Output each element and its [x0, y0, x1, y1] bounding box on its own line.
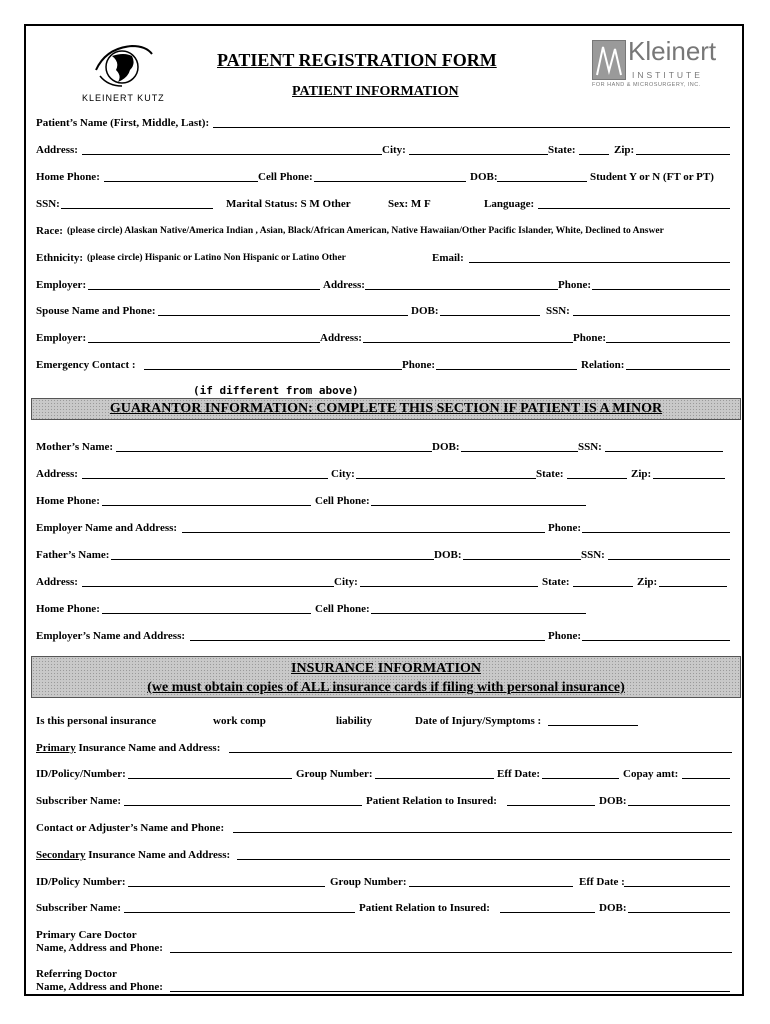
field-mother-name[interactable] — [116, 451, 432, 452]
label-g-state: State: — [536, 468, 564, 480]
field-g-address[interactable] — [82, 478, 328, 479]
field-relation-insured[interactable] — [507, 805, 595, 806]
field-language[interactable] — [538, 208, 730, 209]
label-g-employer: Employer Name and Address: — [36, 522, 178, 534]
label-subscriber-2: Subscriber Name: — [36, 902, 122, 914]
insurance-banner — [31, 656, 741, 698]
right-logo-institute: INSTITUTE — [632, 70, 703, 80]
label-city: City: — [382, 144, 406, 156]
field-adjuster[interactable] — [233, 832, 732, 833]
page-title: PATIENT REGISTRATION FORM — [217, 50, 497, 70]
field-g-state[interactable] — [567, 478, 627, 479]
label-father-dob: DOB: — [434, 549, 462, 561]
field-g-zip[interactable] — [653, 478, 725, 479]
label-eff-date: Eff Date: — [497, 768, 541, 780]
label-ins-dob: DOB: — [599, 795, 627, 807]
field-mother-ssn[interactable] — [605, 451, 723, 452]
field-id-policy-2[interactable] — [128, 886, 325, 887]
label-pcp-details: Name, Address and Phone: — [36, 942, 163, 954]
label-personal-insurance[interactable]: Is this personal insurance — [36, 715, 157, 727]
label-g-city: City: — [331, 468, 355, 480]
label-sex: Sex: M F — [388, 198, 431, 210]
label-g-employer-2: Employer’s Name and Address: — [36, 630, 186, 642]
label-spouse-dob: DOB: — [411, 305, 439, 317]
secondary-rest: Insurance Name and Address: — [88, 849, 231, 861]
option-liability[interactable]: liability — [336, 715, 373, 727]
label-copay: Copay amt: — [623, 768, 679, 780]
field-g-state-2[interactable] — [573, 586, 633, 587]
field-home-phone[interactable] — [104, 181, 258, 182]
field-spouse-dob[interactable] — [440, 315, 540, 316]
label-home-phone: Home Phone: — [36, 171, 100, 183]
kleinert-kutz-logo-icon — [92, 40, 156, 90]
field-pcp[interactable] — [170, 952, 732, 953]
field-group-number[interactable] — [375, 778, 494, 779]
label-referring-title: Referring Doctor — [36, 968, 117, 980]
label-relation-insured-2: Patient Relation to Insured: — [359, 902, 490, 914]
label-relation-insured: Patient Relation to Insured: — [366, 795, 497, 807]
field-ins-dob[interactable] — [628, 805, 730, 806]
label-group-number: Group Number: — [296, 768, 373, 780]
field-patient-name[interactable] — [213, 127, 730, 128]
field-father-dob[interactable] — [463, 559, 581, 560]
label-dob: DOB: — [470, 171, 498, 183]
label-pcp-title: Primary Care Doctor — [36, 929, 137, 941]
field-employer-2[interactable] — [88, 342, 320, 343]
label-id-policy-2: ID/Policy Number: — [36, 876, 126, 888]
label-ssn: SSN: — [36, 198, 60, 210]
field-g-home-phone[interactable] — [102, 505, 311, 506]
field-eff-date[interactable] — [542, 778, 619, 779]
field-father-name[interactable] — [111, 559, 434, 560]
label-marital-status: Marital Status: S M Other — [226, 198, 351, 210]
label-employer-2: Employer: — [36, 332, 87, 344]
label-g-employer-2-phone: Phone: — [548, 630, 581, 642]
field-g-cell-phone[interactable] — [371, 505, 586, 506]
field-eff-date-2[interactable] — [624, 886, 730, 887]
label-student: Student Y or N (FT or PT) — [590, 171, 714, 183]
field-g-employer[interactable] — [182, 532, 545, 533]
field-referring[interactable] — [170, 991, 730, 992]
label-mother-dob: DOB: — [432, 441, 460, 453]
primary-word: Primary — [36, 742, 76, 754]
label-emergency-phone: Phone: — [402, 359, 435, 371]
label-race: Race: — [36, 225, 63, 237]
field-email[interactable] — [469, 262, 730, 263]
right-logo-tagline: FOR HAND & MICROSURGERY, INC. — [592, 82, 701, 88]
label-g-city-2: City: — [334, 576, 358, 588]
field-copay[interactable] — [682, 778, 730, 779]
field-city[interactable] — [409, 154, 548, 155]
label-employer-2-phone: Phone: — [573, 332, 606, 344]
ethnicity-options[interactable]: (please circle) Hispanic or Latino Non Hispanic or Latino Other — [87, 253, 346, 263]
field-emergency-contact[interactable] — [144, 369, 402, 370]
label-father-name: Father’s Name: — [36, 549, 110, 561]
option-work-comp[interactable]: work comp — [213, 715, 266, 727]
field-relation-insured-2[interactable] — [500, 912, 595, 913]
label-father-ssn: SSN: — [581, 549, 605, 561]
label-g-zip: Zip: — [631, 468, 652, 480]
left-logo-text: KLEINERT KUTZ — [82, 93, 165, 103]
label-patient-name: Patient’s Name (First, Middle, Last): — [36, 117, 210, 129]
field-g-address-2[interactable] — [82, 586, 334, 587]
field-secondary-insurance[interactable] — [237, 859, 730, 860]
field-g-cell-phone-2[interactable] — [371, 613, 586, 614]
field-g-employer-2-phone[interactable] — [582, 640, 730, 641]
label-ins-dob-2: DOB: — [599, 902, 627, 914]
label-g-home-phone-2: Home Phone: — [36, 603, 100, 615]
label-spouse: Spouse Name and Phone: — [36, 305, 156, 317]
field-date-injury[interactable] — [548, 725, 638, 726]
field-g-home-phone-2[interactable] — [102, 613, 311, 614]
label-employer-address: Address: — [323, 279, 365, 291]
right-logo-name: Kleinert — [628, 36, 717, 66]
label-id-policy: ID/Policy/Number: — [36, 768, 126, 780]
label-g-address-2: Address: — [36, 576, 78, 588]
field-emergency-phone[interactable] — [436, 369, 577, 370]
secondary-word: Secondary — [36, 849, 86, 861]
label-employer-2-address: Address: — [320, 332, 362, 344]
field-subscriber[interactable] — [124, 805, 362, 806]
field-employer-phone[interactable] — [592, 289, 730, 290]
field-relation[interactable] — [626, 369, 730, 370]
label-state: State: — [548, 144, 576, 156]
label-subscriber: Subscriber Name: — [36, 795, 122, 807]
label-date-injury: Date of Injury/Symptoms : — [415, 715, 542, 727]
label-g-address: Address: — [36, 468, 78, 480]
label-secondary-insurance — [36, 849, 230, 861]
label-g-cell-phone-2: Cell Phone: — [315, 603, 370, 615]
label-g-state-2: State: — [542, 576, 570, 588]
field-primary-insurance[interactable] — [229, 752, 732, 753]
field-spouse[interactable] — [158, 315, 408, 316]
label-g-home-phone: Home Phone: — [36, 495, 100, 507]
label-spouse-ssn: SSN: — [546, 305, 570, 317]
note-if-different: (if different from above) — [193, 384, 359, 397]
label-zip: Zip: — [614, 144, 635, 156]
label-mother-ssn: SSN: — [578, 441, 602, 453]
primary-rest: Insurance Name and Address: — [78, 742, 221, 754]
label-employer: Employer: — [36, 279, 87, 291]
label-emergency-contact: Emergency Contact : — [36, 359, 136, 371]
field-employer-2-phone[interactable] — [606, 342, 730, 343]
section-title-patient: PATIENT INFORMATION — [292, 84, 459, 99]
field-g-zip-2[interactable] — [659, 586, 727, 587]
insurance-banner-note: (we must obtain copies of ALL insurance cards if filing with personal insurance) — [147, 680, 625, 695]
field-g-city-2[interactable] — [360, 586, 538, 587]
field-group-number-2[interactable] — [409, 886, 573, 887]
field-father-ssn[interactable] — [608, 559, 730, 560]
label-adjuster: Contact or Adjuster’s Name and Phone: — [36, 822, 225, 834]
label-ethnicity: Ethnicity: — [36, 252, 84, 264]
field-zip[interactable] — [636, 154, 730, 155]
field-ins-dob-2[interactable] — [628, 912, 730, 913]
field-state[interactable] — [579, 154, 609, 155]
race-options[interactable]: (please circle) Alaskan Native/America Indian , Asian, Black/African American, Native Hawaiian/Other Pacific Islander, White, Declined to Answer — [67, 226, 664, 236]
field-g-employer-phone[interactable] — [582, 532, 730, 533]
label-eff-date-2: Eff Date : — [579, 876, 625, 888]
label-address: Address: — [36, 144, 78, 156]
field-id-policy[interactable] — [128, 778, 292, 779]
insurance-banner-title: INSURANCE INFORMATION — [291, 661, 481, 676]
field-employer-2-address[interactable] — [363, 342, 573, 343]
field-subscriber-2[interactable] — [124, 912, 355, 913]
guarantor-banner — [31, 398, 741, 420]
label-primary-insurance — [36, 742, 220, 754]
field-address[interactable] — [82, 154, 382, 155]
label-email: Email: — [432, 252, 464, 264]
label-g-employer-phone: Phone: — [548, 522, 581, 534]
field-spouse-ssn[interactable] — [573, 315, 730, 316]
label-g-zip-2: Zip: — [637, 576, 658, 588]
kleinert-institute-logo-icon — [592, 40, 626, 80]
label-group-number-2: Group Number: — [330, 876, 407, 888]
label-g-cell-phone: Cell Phone: — [315, 495, 370, 507]
guarantor-banner-text: GUARANTOR INFORMATION: COMPLETE THIS SECTION IF PATIENT IS A MINOR — [109, 401, 663, 416]
field-ssn[interactable] — [61, 208, 213, 209]
field-g-city[interactable] — [356, 478, 536, 479]
field-mother-dob[interactable] — [461, 451, 578, 452]
field-g-employer-2[interactable] — [190, 640, 545, 641]
field-dob[interactable] — [497, 181, 587, 182]
field-cell-phone[interactable] — [314, 181, 466, 182]
label-cell-phone: Cell Phone: — [258, 171, 313, 183]
label-language: Language: — [484, 198, 535, 210]
label-mother-name: Mother’s Name: — [36, 441, 114, 453]
field-employer-address[interactable] — [365, 289, 558, 290]
field-employer[interactable] — [88, 289, 320, 290]
label-relation: Relation: — [581, 359, 625, 371]
label-referring-details: Name, Address and Phone: — [36, 981, 163, 993]
label-employer-phone: Phone: — [558, 279, 591, 291]
